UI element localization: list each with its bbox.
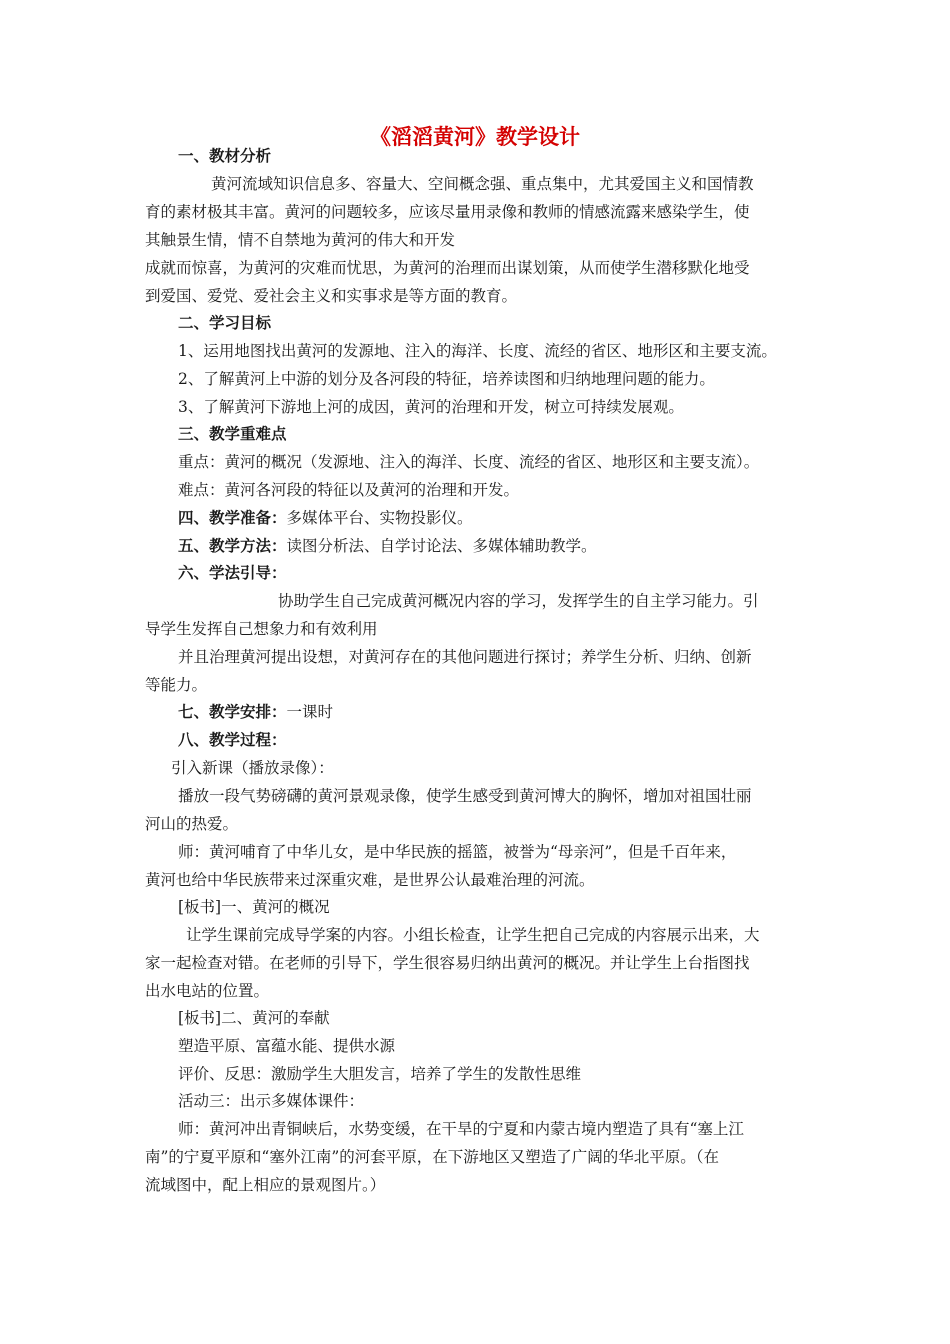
- section-text: 多媒体平台、实物投影仪。: [286, 509, 473, 527]
- section-heading-8: 八、教学过程：: [178, 730, 287, 749]
- paragraph-line: 活动三：出示多媒体课件：: [178, 1092, 365, 1110]
- section-heading-6: 六、学法引导：: [178, 563, 287, 582]
- section-heading-1: 一、教材分析: [178, 146, 272, 165]
- goal-item: 3、了解黄河下游地上河的成因，黄河的治理和开发，树立可持续发展观。: [178, 398, 684, 416]
- paragraph-line: 黄河也给中华民族带来过深重灾难，是世界公认最难治理的河流。: [145, 871, 595, 889]
- paragraph-line: 协助学生自己完成黄河概况内容的学习，发挥学生的自主学习能力。引: [278, 592, 759, 610]
- paragraph-line: 师：黄河冲出青铜峡后，水势变缓，在干旱的宁夏和内蒙古境内塑造了具有“塞上江: [178, 1120, 744, 1138]
- paragraph-line: 成就而惊喜，为黄河的灾难而忧思，为黄河的治理而出谋划策，从而使学生潜移默化地受: [145, 259, 750, 277]
- goal-item: 2、了解黄河上中游的划分及各河段的特征，培养读图和归纳地理问题的能力。: [178, 370, 715, 388]
- section-label: 七、教学安排：: [178, 702, 287, 721]
- paragraph-line: 流域图中，配上相应的景观图片。）: [145, 1176, 386, 1194]
- paragraph-line: 家一起检查对错。在老师的引导下，学生很容易归纳出黄河的概况。并让学生上台指图找: [145, 954, 750, 972]
- paragraph-line: 南”的宁夏平原和“塞外江南”的河套平原，在下游地区又塑造了广阔的华北平原。（在: [145, 1148, 720, 1166]
- board-note: [板书]二、黄河的奉献: [178, 1009, 330, 1027]
- section-4: [178, 508, 473, 528]
- paragraph-line: 河山的热爱。: [145, 815, 239, 833]
- paragraph-line: 其触景生情，情不自禁地为黄河的伟大和开发: [145, 231, 456, 249]
- paragraph-line: 育的素材极其丰富。黄河的问题较多，应该尽量用录像和教师的情感流露来感染学生，使: [145, 203, 750, 221]
- page-title: 《滔滔黄河》教学设计: [370, 125, 580, 149]
- section-text: 一课时: [286, 703, 334, 721]
- paragraph-line: 等能力。: [145, 676, 208, 694]
- section-label: 五、教学方法：: [178, 536, 287, 555]
- paragraph-line: 师：黄河哺育了中华儿女，是中华民族的摇篮，被誉为“母亲河”，但是千百年来，: [178, 843, 737, 861]
- section-5: [178, 536, 597, 556]
- paragraph-line: 导学生发挥自己想象力和有效利用: [145, 620, 378, 638]
- section-7: [178, 702, 333, 722]
- paragraph-line: 让学生课前完成导学案的内容。小组长检查，让学生把自己完成的内容展示出来，大: [186, 926, 760, 944]
- goal-item: 1、运用地图找出黄河的发源地、注入的海洋、长度、流经的省区、地形区和主要支流。: [178, 342, 777, 360]
- paragraph-line: 并且治理黄河提出设想，对黄河存在的其他问题进行探讨；养学生分析、归纳、创新: [178, 648, 752, 666]
- paragraph-line: 引入新课（播放录像）：: [171, 759, 334, 777]
- section-label: 四、教学准备：: [178, 508, 287, 527]
- paragraph-line: 播放一段气势磅礴的黄河景观录像，使学生感受到黄河博大的胸怀，增加对祖国壮丽: [178, 787, 752, 805]
- section-heading-3: 三、教学重难点: [178, 424, 287, 443]
- section-text: 读图分析法、自学讨论法、多媒体辅助教学。: [286, 537, 597, 555]
- paragraph-line: 到爱国、爱党、爱社会主义和实事求是等方面的教育。: [145, 287, 518, 305]
- difficult-point: 难点：黄河各河段的特征以及黄河的治理和开发。: [178, 481, 520, 499]
- paragraph-line: 黄河流域知识信息多、容量大、空间概念强、重点集中，尤其爱国主义和国情教: [211, 175, 754, 193]
- board-note: [板书]一、黄河的概况: [178, 898, 330, 916]
- key-point: 重点：黄河的概况（发源地、注入的海洋、长度、流经的省区、地形区和主要支流）。: [178, 453, 760, 471]
- section-heading-2: 二、学习目标: [178, 313, 272, 332]
- paragraph-line: 评价、反思：激励学生大胆发言，培养了学生的发散性思维: [178, 1065, 582, 1083]
- paragraph-line: 出水电站的位置。: [145, 982, 270, 1000]
- paragraph-line: 塑造平原、富蕴水能、提供水源: [178, 1037, 396, 1055]
